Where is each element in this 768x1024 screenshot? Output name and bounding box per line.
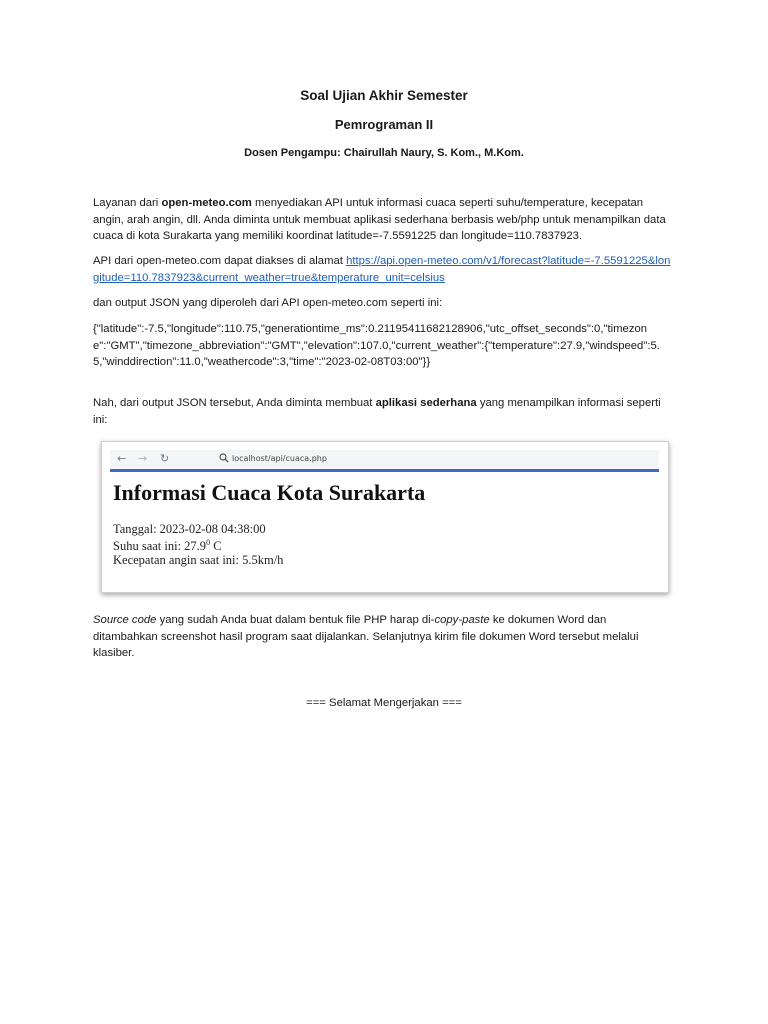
temp-unit: C [210,539,222,554]
api-pre: API dari open-meteo.com dapat diakses di alamat [93,255,347,267]
example-screenshot [101,441,669,593]
intro-site: open-meteo.com [161,197,252,209]
intro-paragraph [93,195,673,245]
intro-post: menyediakan API untuk informasi cuaca seperti suhu/temperature, kecepatan angin, arah angin, dll. Anda diminta untuk membuat aplikasi sederhana berbasis web/php untuk menampilkan data cuaca di kota Surakarta yang memiliki koordinat latitude=-7.5591225 dan longitude=110.7837923. [93,197,666,242]
submission-paragraph [93,612,673,662]
intro-pre: Layanan dari [93,197,162,209]
reload-icon: ↻ [160,452,170,465]
sub-italic-2: copy-paste [434,614,490,626]
screenshot-wind: Kecepatan angin saat ini: 5.5km/h [113,553,284,567]
doc-title: Soal Ujian Akhir Semester [300,88,468,103]
search-icon [219,453,229,463]
sub-mid-1: yang sudah Anda buat dalam bentuk file PHP harap di- [156,614,435,626]
api-url-link[interactable]: https://api.open-meteo.com/v1/forecast?latitude=-7.5591225&longitude=110.7837923&current_weather=true&temperature_unit=celsius [93,255,671,284]
closing-line: === Selamat Mengerjakan === [306,697,462,709]
screenshot-temperature [113,538,222,554]
task-pre: Nah, dari output JSON tersebut, Anda diminta membuat [93,397,376,409]
forward-arrow-icon: → [138,452,148,465]
task-bold: aplikasi sederhana [375,397,477,409]
browser-toolbar [110,450,659,472]
back-arrow-icon: ← [117,452,127,465]
screenshot-heading: Informasi Cuaca Kota Surakarta [113,480,426,505]
screenshot-date: Tanggal: 2023-02-08 04:38:00 [113,522,266,536]
address-bar-text: localhost/api/cuaca.php [232,454,327,463]
task-paragraph [93,395,673,428]
doc-lecturer: Dosen Pengampu: Chairullah Naury, S. Kom., M.Kom. [244,147,524,159]
doc-subject: Pemrograman II [334,117,434,132]
temp-degree: 0 [206,538,211,547]
json-intro-paragraph: dan output JSON yang diperoleh dari API open-meteo.com seperti ini: [93,297,443,309]
api-paragraph [93,253,673,286]
sub-italic-1: Source code [93,614,157,626]
sub-mid-2: ke dokumen Word dan ditambahkan screenshot hasil program saat dijalankan. Selanjutnya kirim file dokumen Word tersebut melalui klasiber. [93,614,639,659]
json-output: {"latitude":-7.5,"longitude":110.75,"generationtime_ms":0.21195411682128906,"utc_offset_seconds":0,"timezone":"GMT","timezone_abbreviation":"GMT","elevation":107.0,"current_weather":{"temperature":27.9,"windspeed":5.5,"winddirection":11.0,"weathercode":3,"time":"2023-02-08T03:00"}} [93,323,660,368]
temp-text: Suhu saat ini: 27.9 [113,539,207,554]
task-post: yang menampilkan informasi seperti ini: [93,397,661,426]
